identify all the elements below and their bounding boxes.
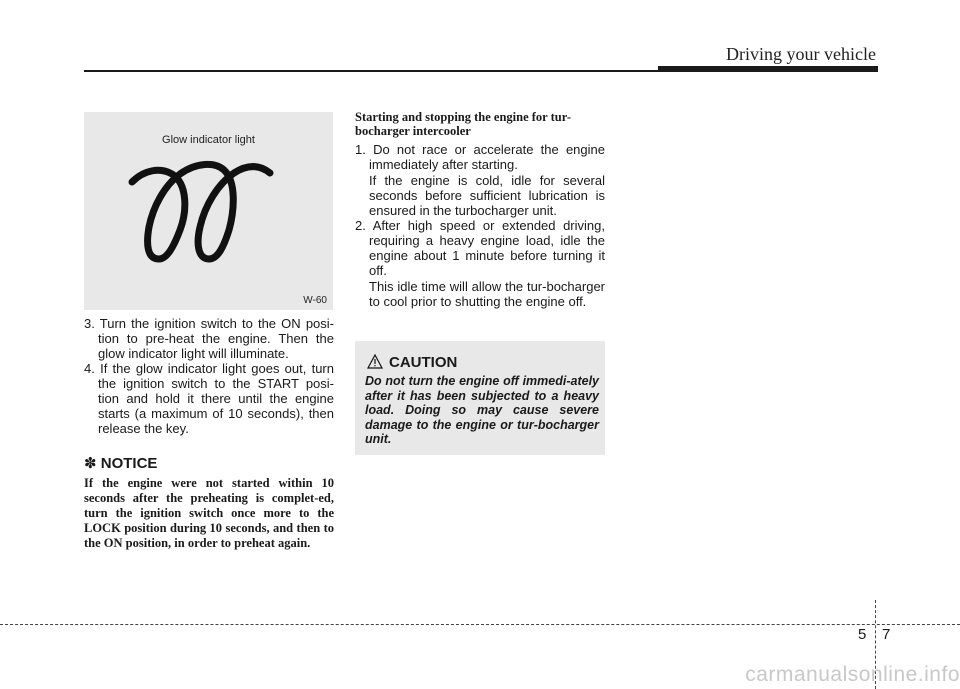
step-3 [84, 316, 334, 361]
notice-title: NOTICE [100, 455, 158, 472]
step-4 [84, 361, 334, 436]
turbo-item-2-detail: This idle time will allow the tur-bocharger to cool prior to shutting the engine off. [369, 279, 605, 309]
glow-plug-indicator-icon [84, 112, 333, 310]
left-column [84, 316, 334, 551]
notice-heading [84, 454, 334, 472]
item-text: Do not race or accelerate the engine immediately after starting. [369, 142, 605, 172]
watermark: carmanualsonline.info [745, 663, 960, 686]
footer-divider [0, 624, 960, 625]
right-column [355, 110, 605, 309]
step-number: 4. [84, 361, 95, 376]
turbo-section-heading: Starting and stopping the engine for tur-bocharger intercooler [355, 110, 571, 138]
notice-symbol: ✽ [84, 455, 97, 472]
step-text: If the glow indicator light goes out, turn the ignition switch to the START posi-tion and hold it there until the engine starts (a maximum of 10 seconds), then release the key. [98, 361, 334, 436]
header-rule-accent [658, 66, 878, 72]
step-number: 3. [84, 316, 95, 331]
figure-caption: Glow indicator light [162, 134, 255, 146]
turbo-item-1 [355, 142, 605, 172]
caution-header [367, 351, 457, 371]
chapter-number: 5 [858, 626, 867, 643]
item-text: After high speed or extended driving, requiring a heavy engine load, idle the engine about 1 minute before turning it off. [369, 218, 605, 278]
caution-title: CAUTION [389, 353, 458, 371]
item-number: 2. [355, 218, 366, 233]
turbo-item-1-detail: If the engine is cold, idle for several seconds before sufficient lubrication is ensured in the turbocharger unit. [369, 173, 605, 218]
turbo-item-2 [355, 218, 605, 278]
figure-code: W-60 [303, 295, 327, 306]
step-text: Turn the ignition switch to the ON posi-tion to pre-heat the engine. Then the glow indicator light will illuminate. [98, 316, 334, 361]
warning-triangle-icon [367, 354, 383, 369]
page-number: 7 [882, 626, 891, 643]
caution-box [355, 341, 605, 455]
section-title: Driving your vehicle [726, 44, 876, 64]
glow-indicator-figure [84, 112, 333, 310]
notice-body: If the engine were not started within 10 seconds after the preheating is complet-ed, turn the ignition switch once more to the LOCK position during 10 seconds, and then to the ON position, in order to preheat again. [84, 476, 334, 550]
item-number: 1. [355, 142, 366, 157]
caution-text: Do not turn the engine off immedi-ately after it has been subjected to a heavy load. Doing so may cause severe damage to the engine or tur-bocharger unit. [365, 374, 599, 446]
